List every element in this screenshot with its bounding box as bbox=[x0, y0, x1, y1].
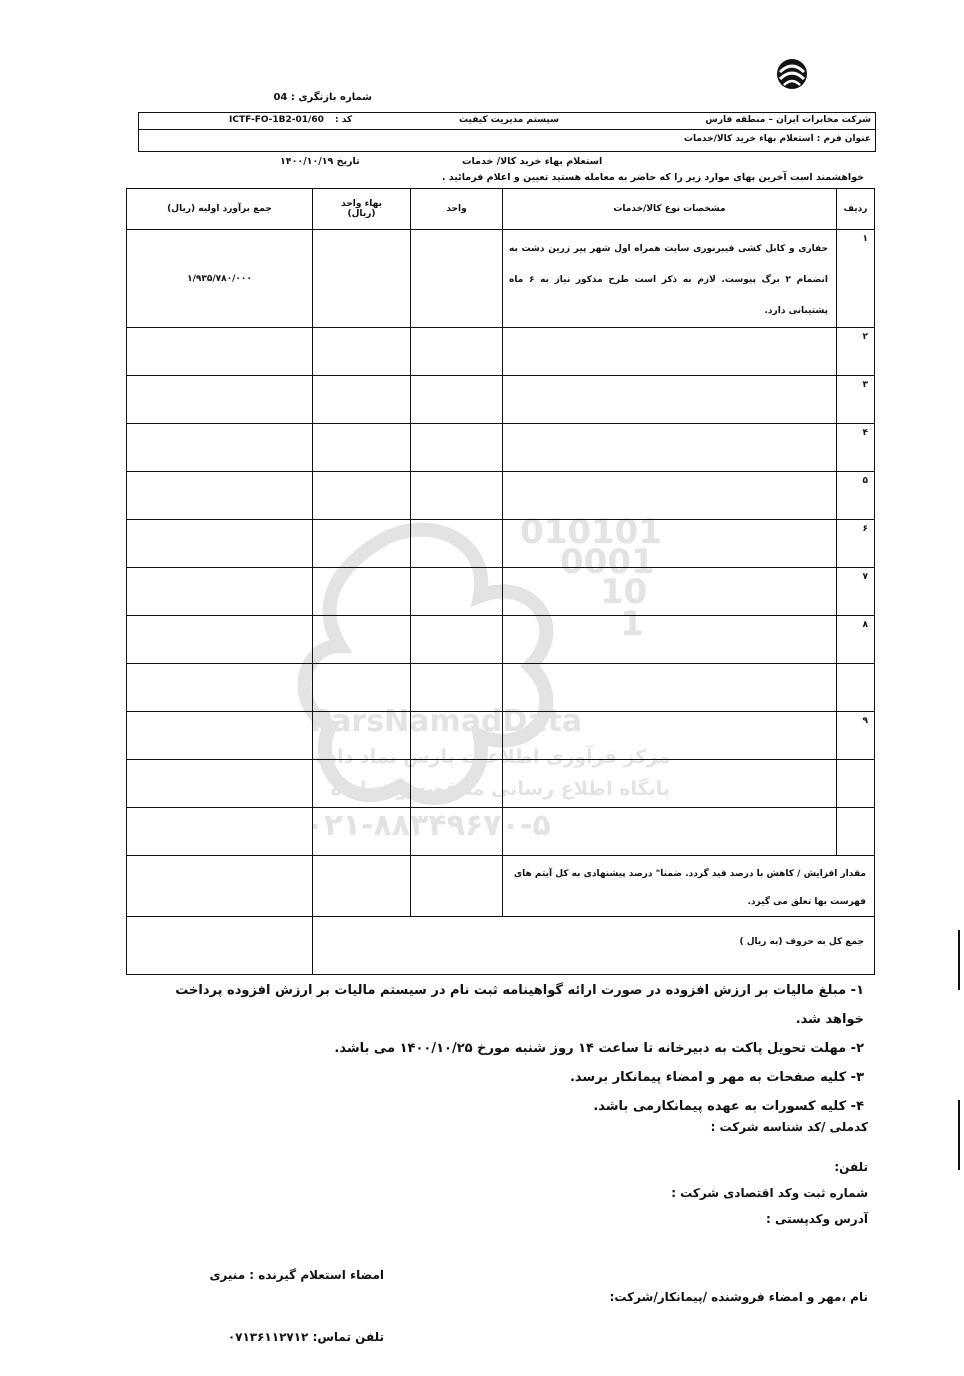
edge-mark bbox=[958, 1100, 960, 1170]
header-unit-price-label: بهاء واحد bbox=[341, 199, 382, 209]
address-field: آدرس وکدپستی : bbox=[765, 1212, 868, 1226]
table-row bbox=[127, 472, 875, 520]
total-amount-cell[interactable] bbox=[127, 917, 313, 975]
header-unit-price bbox=[313, 189, 411, 230]
row-number: ۵ bbox=[837, 472, 875, 520]
header-estimate: جمع برآورد اولیه (ریال) bbox=[127, 189, 313, 230]
table-row bbox=[127, 712, 875, 760]
table-row bbox=[127, 520, 875, 568]
watermark-binary-3: 10 bbox=[600, 572, 648, 612]
registration-field: شماره ثبت وکد اقتصادی شرکت : bbox=[671, 1186, 868, 1200]
table-row bbox=[127, 328, 875, 376]
watermark-binary-2: 0001 bbox=[560, 542, 655, 582]
row-unit-price[interactable] bbox=[313, 230, 411, 328]
watermark-binary-4: 1 bbox=[620, 604, 644, 644]
document-date: تاریخ ۱۴۰۰/۱۰/۱۹ bbox=[280, 156, 360, 167]
items-table bbox=[126, 188, 875, 975]
row-spec: حفاری و کابل کشی فیبرنوری سایت همراه اول شهر پیر زرین دشت به انضمام ۲ برگ پیوست. لازم به ذکر است طرح مذکور نیاز به ۶ ماه پشتیبانی دارد. bbox=[503, 230, 837, 328]
document-title: استعلام بهاء خرید کالا/ خدمات bbox=[462, 156, 603, 167]
national-id-field: کدملی /کد شناسه شرکت : bbox=[710, 1120, 868, 1134]
header-row-number: ردیف bbox=[837, 189, 875, 230]
form-header bbox=[138, 112, 876, 152]
row-number: ۹ bbox=[837, 712, 875, 760]
company-name: شرکت مخابرات ایران – منطقه فارس bbox=[705, 115, 871, 125]
code-label: کد : bbox=[335, 115, 353, 125]
total-in-words-label: جمع کل به حروف (به ریال ) bbox=[313, 917, 875, 975]
row-number bbox=[837, 760, 875, 808]
header-unit-price-sub: (ریال) bbox=[347, 209, 376, 219]
header-spec: مشخصات نوع کالا/خدمات bbox=[503, 189, 837, 230]
phone-field: تلفن: bbox=[834, 1160, 868, 1174]
row-number bbox=[837, 808, 875, 856]
request-text: خواهشمند است آخرین بهای موارد زیر را که حاضر به معامله هستید تعیین و اعلام فرمائید . bbox=[441, 172, 864, 183]
row-number: ۸ bbox=[837, 616, 875, 664]
watermark-brand: ParsNamadData bbox=[310, 704, 583, 739]
row-unit[interactable] bbox=[411, 230, 503, 328]
row-number bbox=[837, 664, 875, 712]
row-number: ۳ bbox=[837, 376, 875, 424]
row-number: ۷ bbox=[837, 568, 875, 616]
table-row bbox=[127, 616, 875, 664]
contact-phone: تلفن تماس: ۰۷۱۳۶۱۱۲۷۱۲ bbox=[227, 1330, 384, 1344]
signer-field: امضاء استعلام گیرنده : منیری bbox=[209, 1268, 384, 1282]
header-unit: واحد bbox=[411, 189, 503, 230]
total-row bbox=[127, 917, 875, 975]
table-header-row bbox=[127, 189, 875, 230]
edge-mark bbox=[958, 930, 960, 990]
table-row bbox=[127, 568, 875, 616]
table-row bbox=[127, 760, 875, 808]
form-title: عنوان فرم : استعلام بهاء خرید کالا/خدمات bbox=[683, 134, 871, 144]
term-item: ۴- کلیه کسورات به عهده پیمانکارمی باشد. bbox=[593, 1099, 864, 1114]
revision-number: شماره بازنگری : 04 bbox=[273, 92, 372, 103]
seller-signature-field: نام ،مهر و امضاء فروشنده /پیمانکار/شرکت: bbox=[609, 1290, 868, 1304]
table-row bbox=[127, 424, 875, 472]
table-row bbox=[127, 664, 875, 712]
row-number: ۶ bbox=[837, 520, 875, 568]
term-item: ۳- کلیه صفحات به مهر و امضاء پیمانکار برسد. bbox=[569, 1070, 864, 1085]
discount-note: مقدار افزایش / کاهش با درصد قید گردد. ضمنا" درصد پیشنهادی به کل آیتم های فهرست بها تعلق می گیرد. bbox=[503, 856, 875, 917]
row-estimate: ۱/۹۳۵/۷۸۰/۰۰۰ bbox=[127, 230, 313, 328]
row-number: ۴ bbox=[837, 424, 875, 472]
company-logo bbox=[770, 52, 814, 96]
term-item: ۲- مهلت تحویل پاکت به دبیرخانه تا ساعت ۱۴ روز شنبه مورخ ۱۴۰۰/۱۰/۲۵ می باشد. bbox=[334, 1041, 864, 1056]
term-item: ۱- مبلغ مالیات بر ارزش افزوده در صورت ارائه گواهینامه ثبت نام در سیستم مالیات بر ارزش افزوده پرداخت خواهد شد. bbox=[175, 983, 864, 1027]
watermark-binary-1: 010101 bbox=[520, 512, 662, 552]
row-number: ۱ bbox=[837, 230, 875, 328]
table-row bbox=[127, 230, 875, 328]
code-value: ICTF-FO-1B2-01/60 bbox=[229, 115, 324, 125]
note-row bbox=[127, 856, 875, 917]
watermark-line-2: پایگاه اطلاع رسانی مناقصه و مزایده bbox=[330, 778, 670, 800]
terms-list bbox=[134, 976, 864, 1121]
table-row bbox=[127, 808, 875, 856]
row-number: ۲ bbox=[837, 328, 875, 376]
system-name: سیستم مدیریت کیفیت bbox=[459, 115, 559, 125]
table-row bbox=[127, 376, 875, 424]
watermark-line-1: مرکز فرآوری اطلاعات پارس نماد داده bbox=[316, 746, 670, 768]
watermark-phone: ۰۲۱-۸۸۳۴۹۶۷۰-۵ bbox=[306, 808, 551, 843]
